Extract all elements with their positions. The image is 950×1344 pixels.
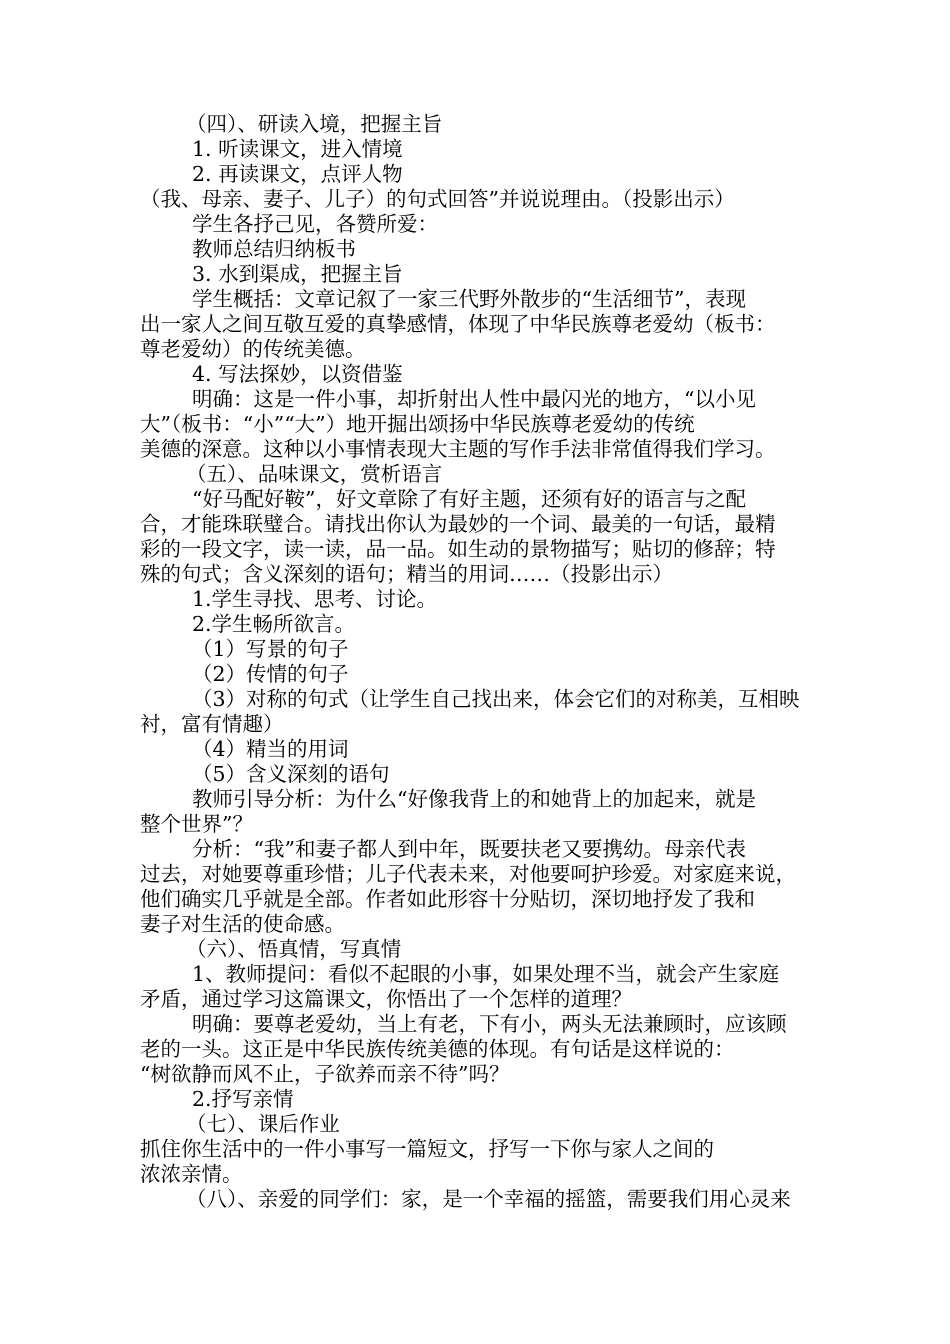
text-line: 2.学生畅所欲言。 xyxy=(192,612,356,636)
text-line: 4. 写法探妙，以资借鉴 xyxy=(192,362,403,386)
text-line: 矛盾，通过学习这篇课文，你悟出了一个怎样的道理？ xyxy=(140,987,632,1011)
text-line: （1）写景的句子 xyxy=(192,637,349,661)
text-line: （3）对称的句式（让学生自己找出来，体会它们的对称美，互相映 xyxy=(192,687,800,711)
text-line: （4）精当的用词 xyxy=(192,737,349,761)
text-line: 3. 水到渠成，把握主旨 xyxy=(192,262,403,286)
text-line: 他们确实几乎就是全部。作者如此形容十分贴切，深切地抒发了我和 xyxy=(140,887,755,911)
text-line: 学生概括：文章记叙了一家三代野外散步的“生活细节”，表现 xyxy=(192,287,746,311)
text-line: 抓住你生活中的一件小事写一篇短文，抒写一下你与家人之间的 xyxy=(140,1137,714,1161)
text-line: 学生各抒己见，各赞所爱： xyxy=(192,212,438,236)
text-line: 教师引导分析：为什么“好像我背上的和她背上的加起来，就是 xyxy=(192,787,756,811)
text-line: 尊老爱幼）的传统美德。 xyxy=(140,337,366,361)
text-line: 妻子对生活的使命感。 xyxy=(140,912,345,936)
text-line: 浓浓亲情。 xyxy=(140,1162,243,1186)
text-line: （六）、悟真情，写真情 xyxy=(186,937,402,961)
text-line: 明确：要尊老爱幼，当上有老，下有小，两头无法兼顾时，应该顾 xyxy=(192,1012,787,1036)
text-line: 2. 再读课文，点评人物 xyxy=(192,162,403,186)
text-line: 衬，富有情趣） xyxy=(140,712,284,736)
text-line: （五）、品味课文，赏析语言 xyxy=(186,462,443,486)
text-line: （我、母亲、妻子、儿子）的句式回答”并说说理由。（投影出示） xyxy=(140,187,735,211)
text-line: 合，才能珠联璧合。请找出你认为最妙的一个词、最美的一句话，最精 xyxy=(140,512,776,536)
text-line: 殊的句式；含义深刻的语句；精当的用词……（投影出示） xyxy=(140,562,673,586)
text-line: 老的一头。这正是中华民族传统美德的体现。有句话是这样说的： xyxy=(140,1037,735,1061)
text-line: 1.学生寻找、思考、讨论。 xyxy=(192,587,438,611)
text-line: 出一家人之间互敬互爱的真挚感情，体现了中华民族尊老爱幼（板书： xyxy=(140,312,776,336)
text-line: 大”（板书：“小”“大”）地开掘出颂扬中华民族尊老爱幼的传统 xyxy=(140,412,695,436)
text-line: 1. 听读课文，进入情境 xyxy=(192,137,403,161)
text-line: “好马配好鞍”，好文章除了有好主题，还须有好的语言与之配 xyxy=(192,487,746,511)
text-line: （四）、研读入境，把握主旨 xyxy=(186,112,443,136)
text-line: 美德的深意。这种以小事情表现大主题的写作手法非常值得我们学习。 xyxy=(140,437,776,461)
text-line: （2）传情的句子 xyxy=(192,662,349,686)
text-line: 教师总结归纳板书 xyxy=(192,237,356,261)
text-line: 2.抒写亲情 xyxy=(192,1087,294,1111)
text-line: 彩的一段文字，读一读，品一品。如生动的景物描写；贴切的修辞；特 xyxy=(140,537,776,561)
text-line: 明确：这是一件小事，却折射出人性中最闪光的地方，“以小见 xyxy=(192,387,756,411)
text-line: 过去，对她要尊重珍惜；儿子代表未来，对他要呵护珍爱。对家庭来说， xyxy=(140,862,796,886)
text-line: “树欲静而风不止，子欲养而亲不待”吗？ xyxy=(140,1062,510,1086)
text-line: （七）、课后作业 xyxy=(186,1112,340,1136)
text-line: 整个世界”？ xyxy=(140,812,253,836)
text-line: 1、教师提问：看似不起眼的小事，如果处理不当，就会产生家庭 xyxy=(192,962,780,986)
text-line: （八）、亲爱的同学们：家，是一个幸福的摇篮，需要我们用心灵来 xyxy=(186,1187,791,1211)
text-line: 分析：“我”和妻子都人到中年，既要扶老又要携幼。母亲代表 xyxy=(192,837,746,861)
text-line: （5）含义深刻的语句 xyxy=(192,762,390,786)
